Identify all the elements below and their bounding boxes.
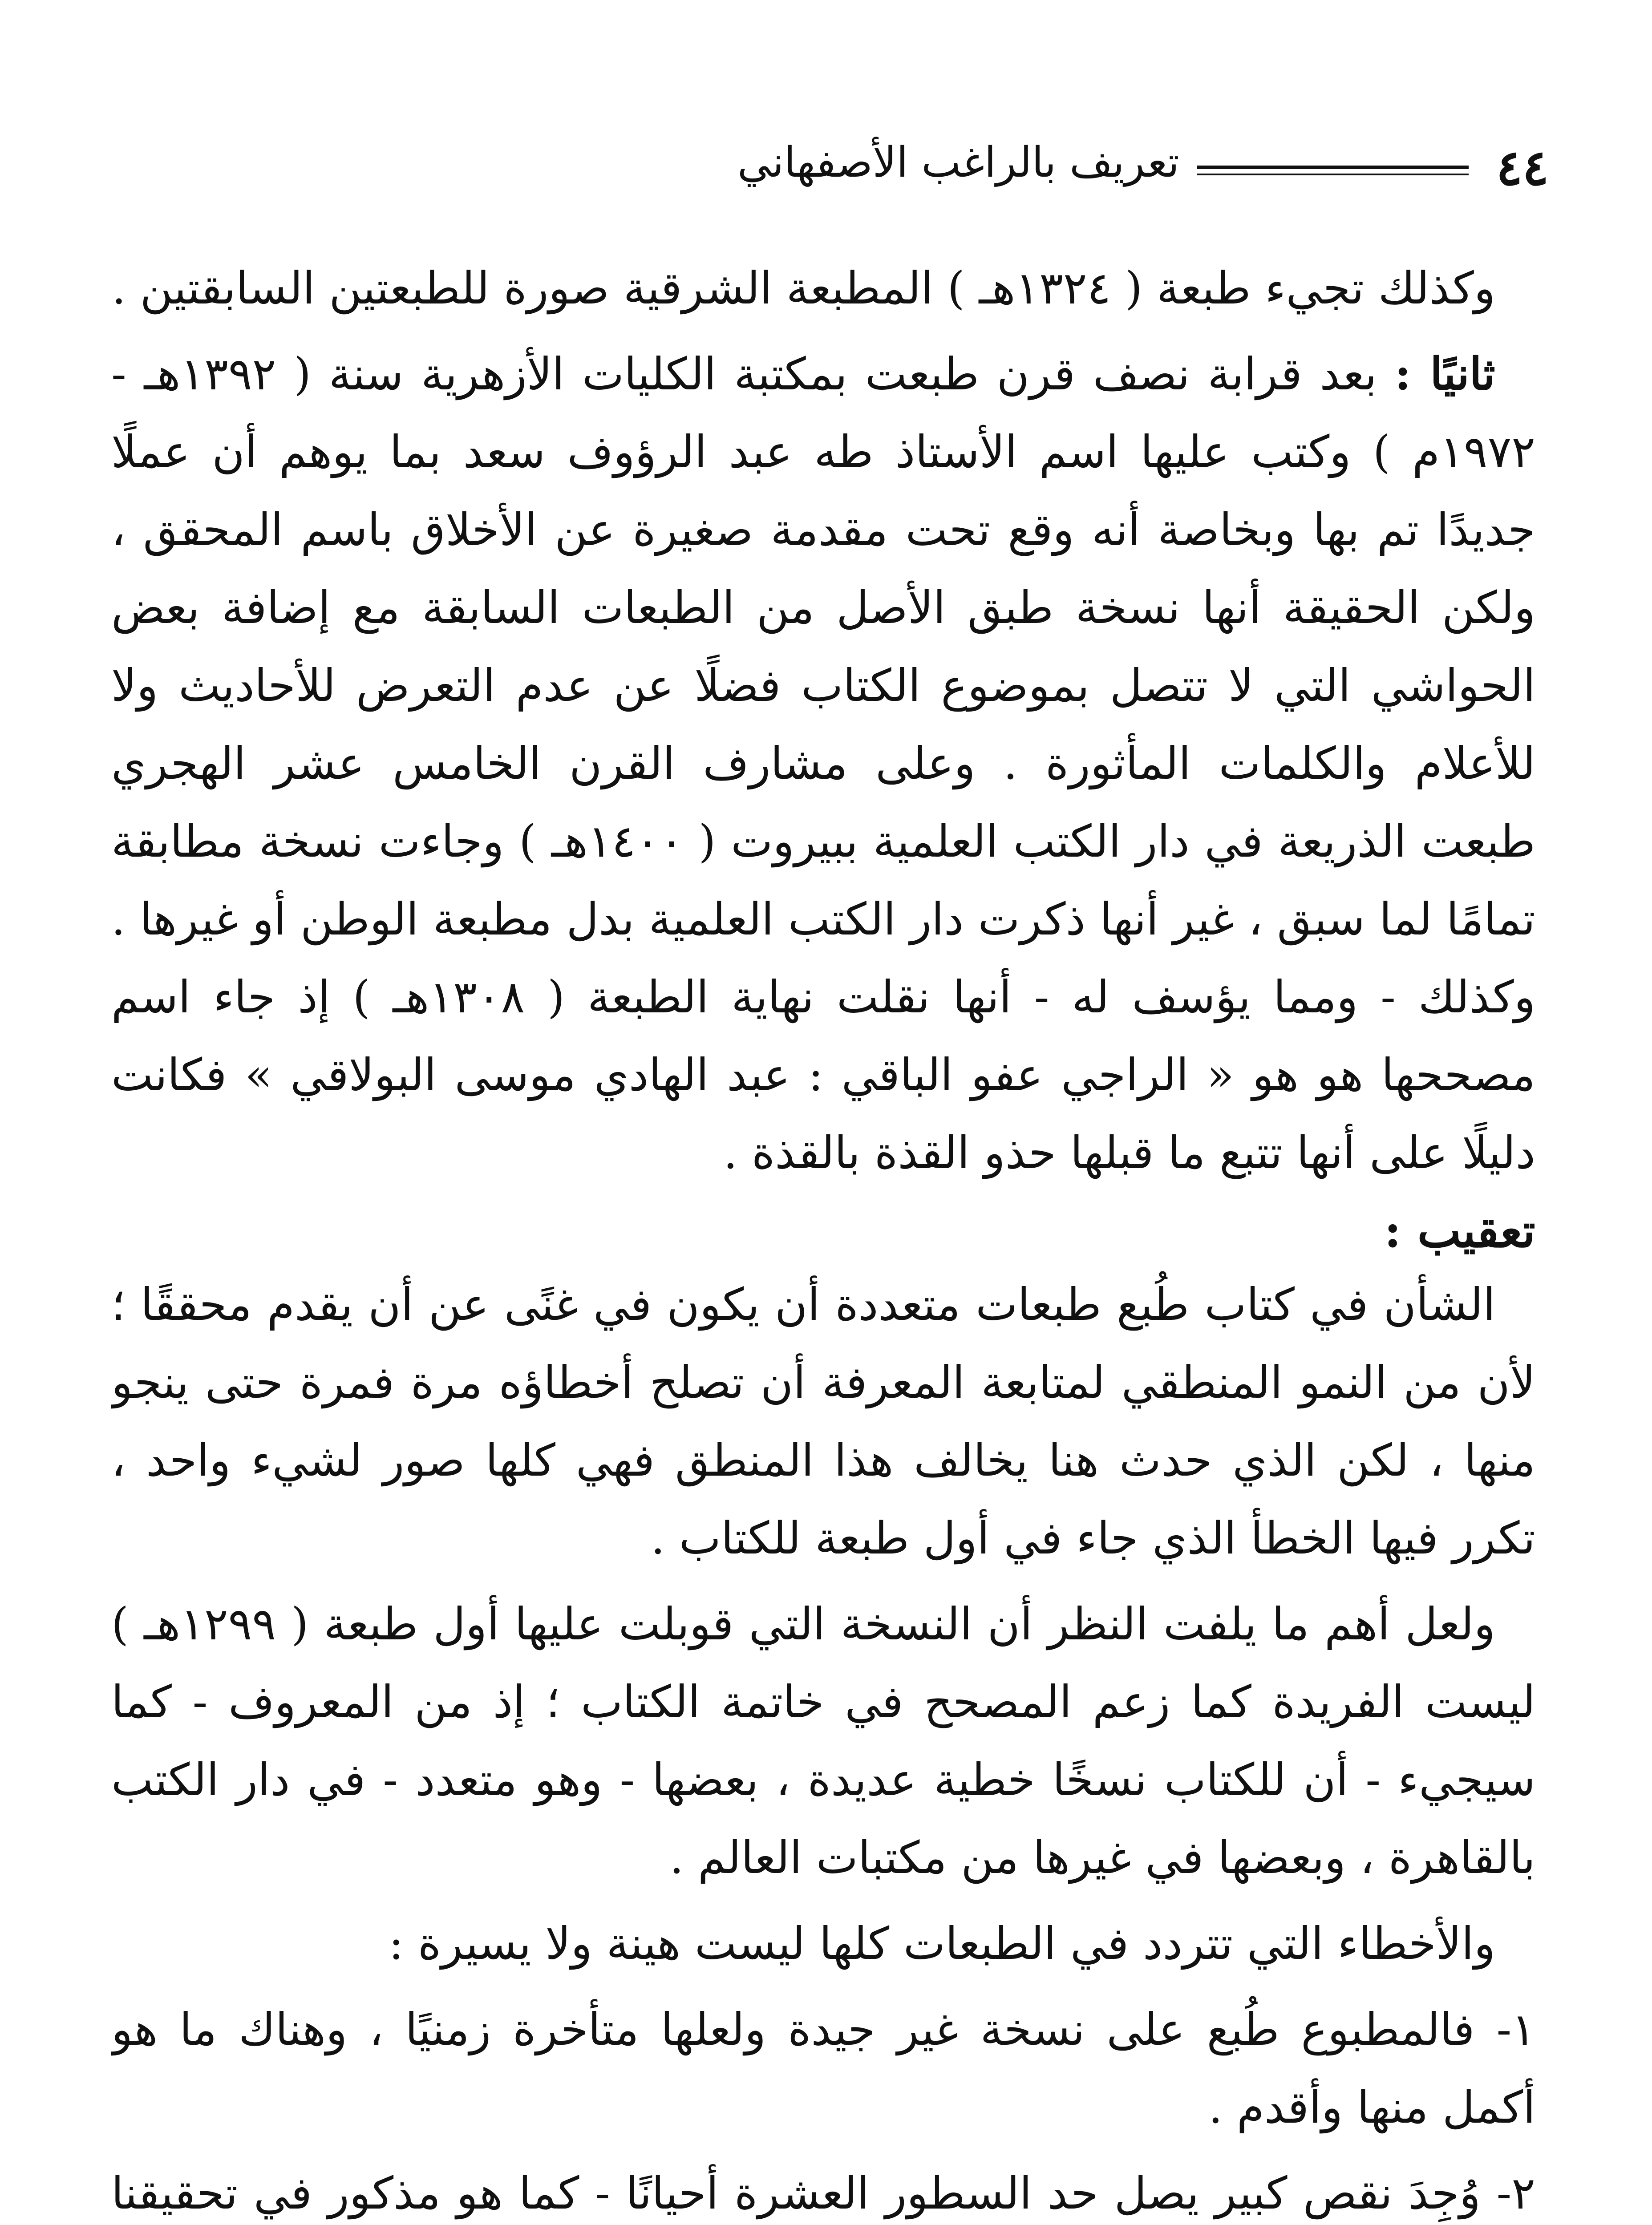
- paragraph-errors-intro: والأخطاء التي تتردد في الطبعات كلها ليست هينة ولا يسيرة :: [389, 1918, 1495, 1970]
- secondly-lead: ثانيًا :: [1394, 348, 1495, 400]
- running-header: [85, 138, 1553, 205]
- paragraph-sharqiya-edition: وكذلك تجيء طبعة ( ١٣٢٤هـ ) المطبعة الشرقية صورة للطبعتين السابقتين .: [112, 262, 1495, 314]
- running-header-title: تعريف بالراغب الأصفهاني: [737, 138, 1179, 187]
- list-item: ١- فالمطبوع طُبع على نسخة غير جيدة ولعلها متأخرة زمنيًا ، وهناك ما هو أكمل منها وأقدم .: [111, 2003, 1535, 2134]
- secondly-text: بعد قرابة نصف قرن طبعت بمكتبة الكليات الأزهرية سنة ( ١٣٩٢هـ - ١٩٧٢م ) وكتب عليها اسم الأستاذ طه عبد الرؤوف سعد بما يوهم أن عملًا جديدًا تم بها وبخاصة أنه وقع تحت مقدمة صغيرة عن الأخلاق باسم المحقق ، ولكن الحقيقة أنها نسخة طبق الأصل من الطبعات السابقة مع إضافة بعض الحواشي التي لا تتصل بموضوع الكتاب فضلًا عن عدم التعرض للأحاديث ولا للأعلام والكلمات المأثورة . وعلى مشارف القرن الخامس عشر الهجري طبعت الذريعة في دار الكتب العلمية ببيروت ( ١٤٠٠هـ ) وجاءت نسخة مطابقة تمامًا لما سبق ، غير أنها ذكرت دار الكتب العلمية بدل مطبعة الوطن أو غيرها . وكذلك - ومما يؤسف له - أنها نقلت نهاية الطبعة ( ١٣٠٨هـ ) إذ جاء اسم مصححها هو هو « الراجي عفو الباقي : عبد الهادي موسى البولاقي » فكانت دليلًا على أنها تتبع ما قبلها حذو القذة بالقذة .: [111, 348, 1535, 1179]
- list-item: ٢- وُجِدَ نقص كبير يصل حد السطور العشرة أحيانًا - كما هو مذكور في تحقيقنا: [111, 2167, 1535, 2220]
- paragraph-commentary-2: ولعل أهم ما يلفت النظر أن النسخة التي قوبلت عليها أول طبعة ( ١٢٩٩هـ ) ليست الفريدة كما زعم المصحح في خاتمة الكتاب ؛ إذ من المعروف - كما سيجيء - أن للكتاب نسخًا خطية عديدة ، بعضها - وهو متعدد - في دار الكتب بالقاهرة ، وبعضها في غيرها من مكتبات العالم .: [111, 1598, 1535, 1884]
- page-body: [111, 249, 1535, 2225]
- paragraph-secondly: [111, 335, 1535, 1192]
- header-rule: [1197, 166, 1469, 169]
- page-number: ٤٤: [1496, 139, 1549, 196]
- section-heading-commentary: تعقيب :: [1384, 1203, 1535, 1258]
- paragraph-commentary-1: الشأن في كتاب طُبع طبعات متعددة أن يكون في غنًى عن أن يقدم محققًا ؛ لأن من النمو المنطقي لمتابعة المعرفة أن تصلح أخطاؤه مرة فمرة حتى ينجو منها ، لكن الذي حدث هنا يخالف هذا المنطق فهي كلها صور لشيء واحد ، تكرر فيها الخطأ الذي جاء في أول طبعة للكتاب .: [111, 1278, 1535, 1565]
